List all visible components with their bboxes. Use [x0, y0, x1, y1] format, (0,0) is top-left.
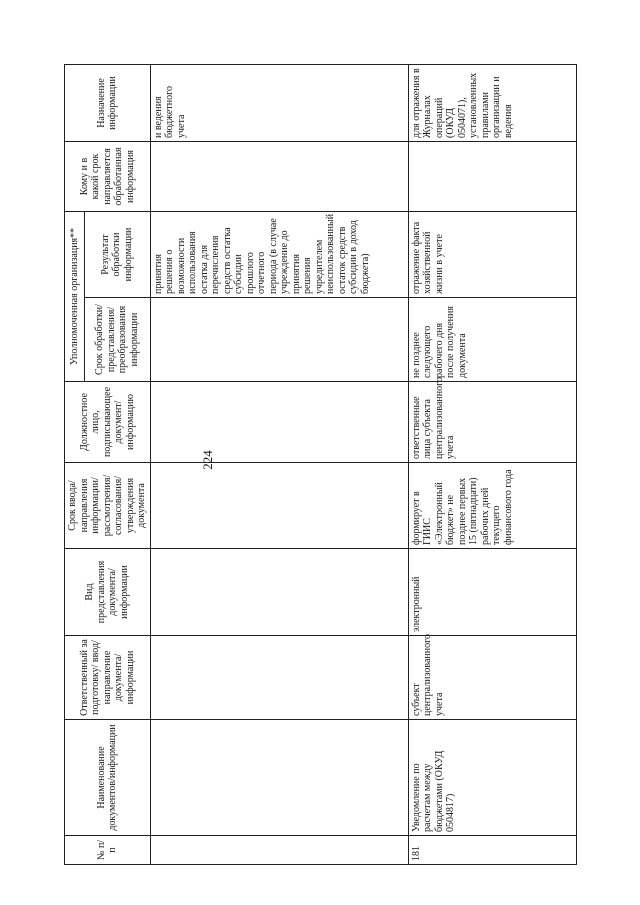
document-table	[64, 64, 577, 865]
cell-org-result: отражение факта хозяйственной жизни в учете	[408, 211, 576, 297]
header-recipient: Кому и в какой срок направляется обработанная информация	[65, 141, 151, 211]
cell-form	[150, 549, 408, 636]
table-row	[408, 64, 576, 864]
header-official: Должностное лицо, подписывающее документ/ информацию	[65, 382, 151, 463]
cell-name	[150, 720, 408, 836]
rotated-table-wrapper	[64, 65, 569, 865]
header-name: Наименование документов/информации	[65, 720, 151, 836]
cell-org-deadline: не позднее следующего рабочего дня после получения документа	[408, 298, 576, 382]
header-org-group: Уполномоченная организация**	[65, 211, 85, 381]
cell-purpose: для отражения в Журналах операций (ОКУД 0504071), установленных правилами организации и ведения	[408, 64, 576, 141]
cell-form: электронный	[408, 549, 576, 636]
header-form: Вид представления документа/ информации	[65, 549, 151, 636]
cell-recipient	[150, 141, 408, 211]
cell-org-deadline	[150, 298, 408, 382]
header-deadline: Срок ввода/ направления информации/ рассмотрения/ согласования/ утверждения документа	[65, 463, 151, 549]
cell-responsible: субъект централизованного учета	[408, 636, 576, 720]
cell-purpose: и ведения бюджетного учета	[150, 64, 408, 141]
header-num: № п/п	[65, 836, 151, 865]
cell-responsible	[150, 636, 408, 720]
cell-deadline	[150, 463, 408, 549]
cell-official	[150, 382, 408, 463]
header-responsible: Ответственный за подготовку/ ввод/ направление документа/ информации	[65, 636, 151, 720]
header-purpose: Назначение информации	[65, 64, 151, 141]
cell-num	[150, 836, 408, 865]
header-org-result: Результат обработки информации	[84, 211, 150, 297]
page-number: 224	[200, 450, 215, 470]
header-org-deadline: Срок обработки/ представления/ преобразования информации	[84, 298, 150, 382]
cell-recipient	[408, 141, 576, 211]
cell-name: Уведомление по расчетам между бюджетами (ОКУД 0504817)	[408, 720, 576, 836]
table-row	[150, 64, 408, 864]
cell-org-result: принятия решения о возможности использования остатка для перечисления средств остатка субсидии прошлого отчетного периода (в случае учреждение до принятия решения учредителем неиспользованный остаток средств субсидии в доход бюджета)	[150, 211, 408, 297]
cell-deadline: формирует в ГИИС «Электронный бюджет» не позднее первых 15 (пятнадцати) рабочих дней текущего финансового года	[408, 463, 576, 549]
cell-num: 181	[408, 836, 576, 865]
cell-official: ответственные лица субъекта централизованного учета	[408, 382, 576, 463]
